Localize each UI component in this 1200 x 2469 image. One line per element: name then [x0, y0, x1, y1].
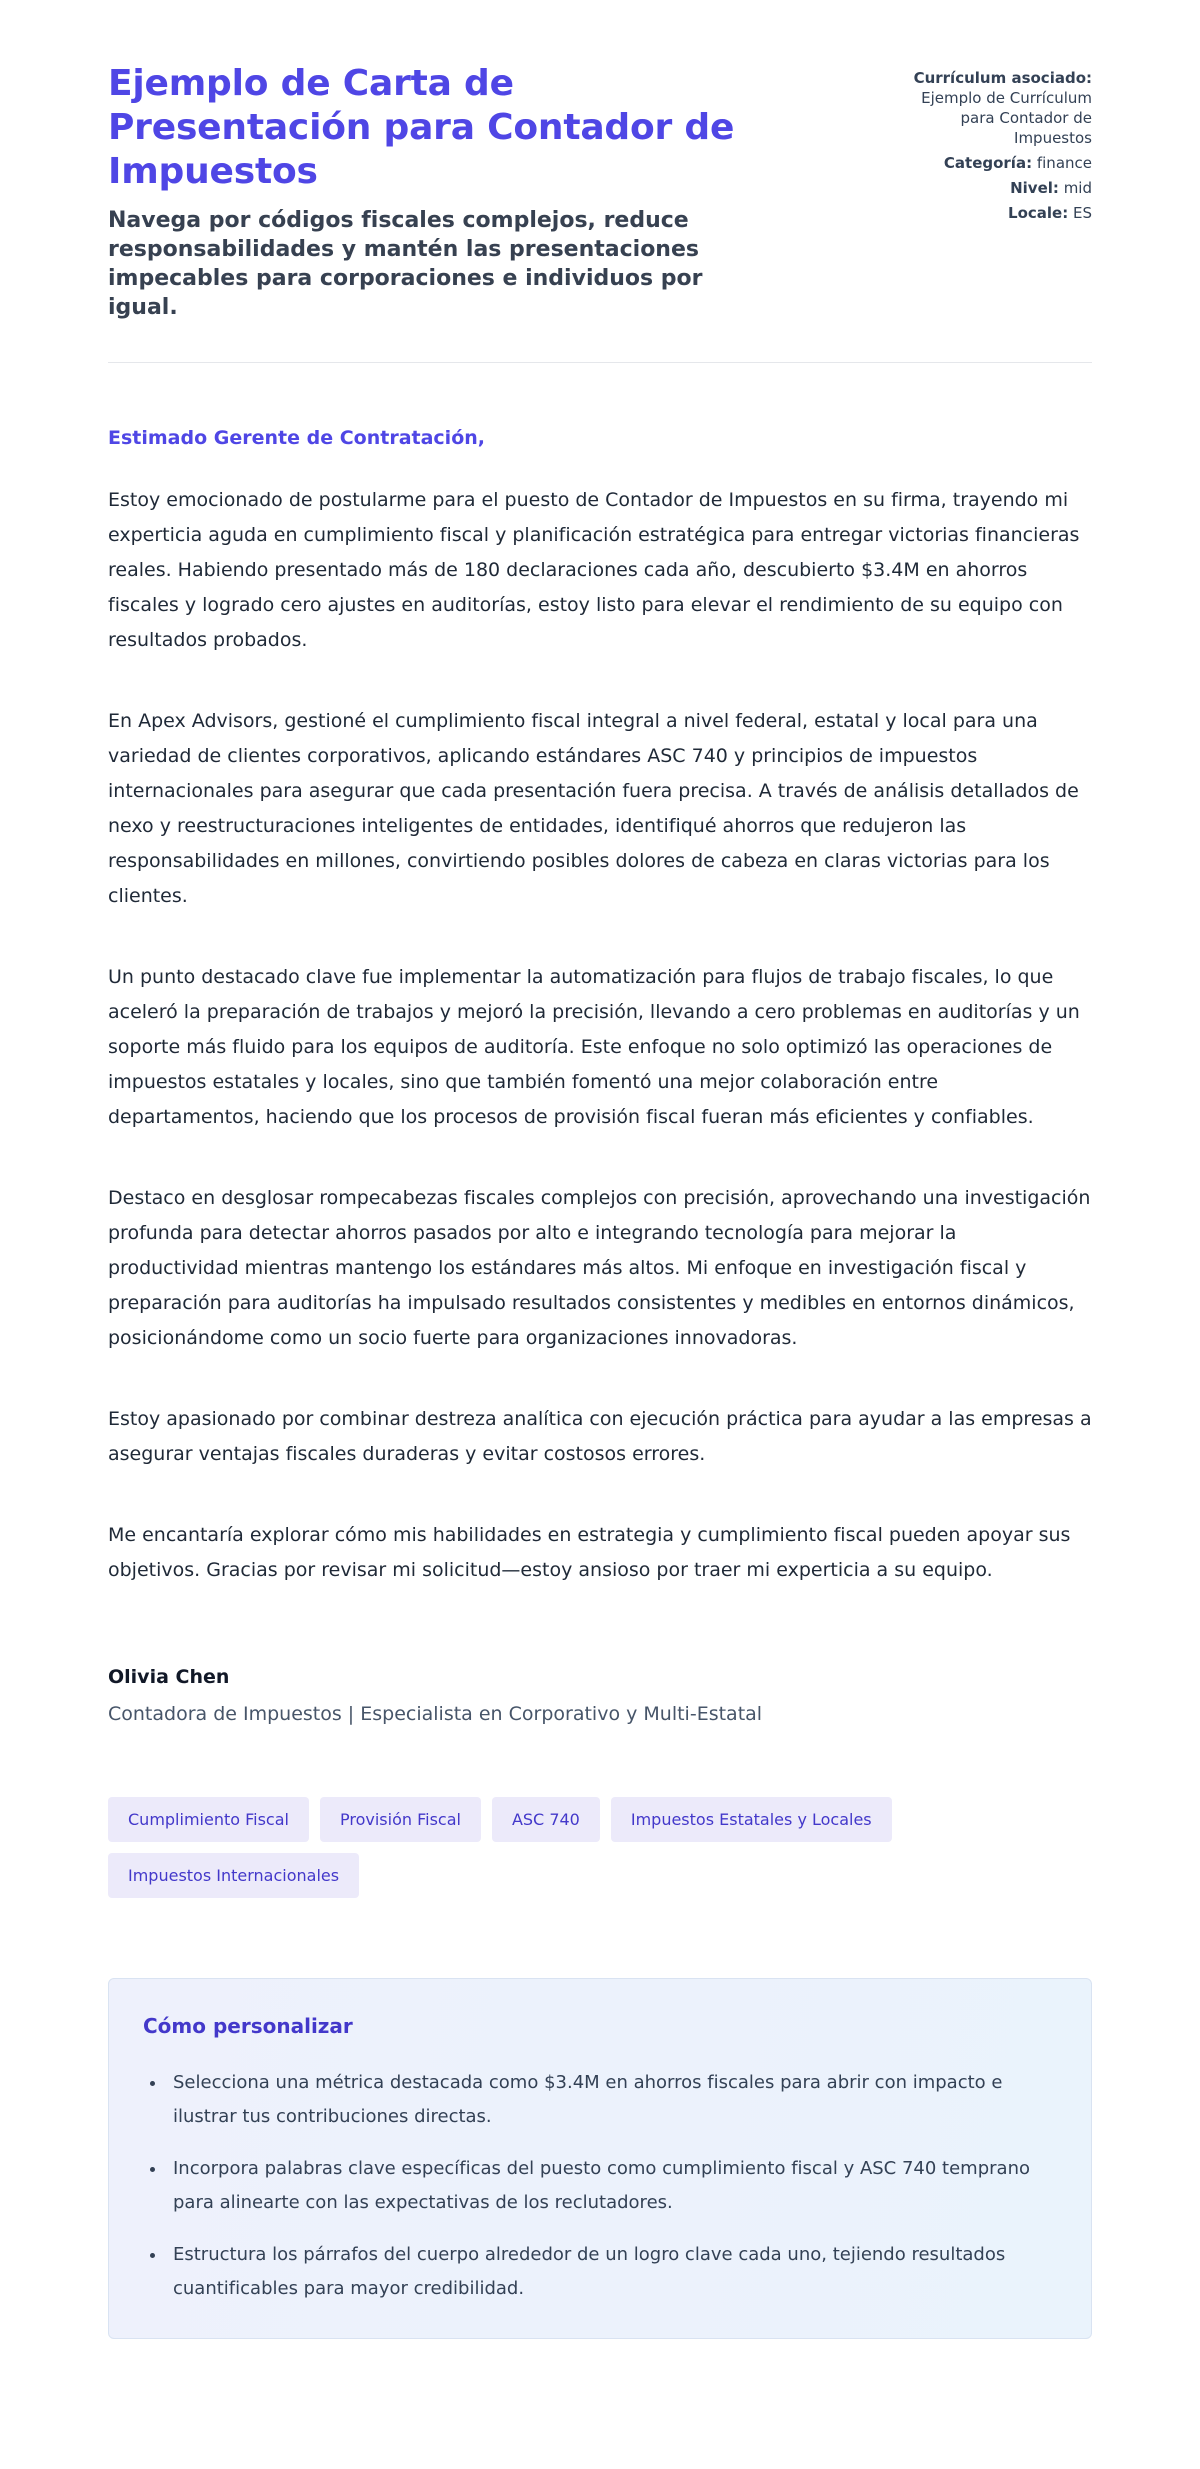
customize-tip: • Estructura los párrafos del cuerpo alrededor de un logro clave cada uno, tejiendo resultados cuantificables para mayor credibilidad.	[167, 2238, 1057, 2306]
cover-letter-body	[108, 427, 1092, 1725]
customize-callout	[108, 1978, 1092, 2339]
page-title: Ejemplo de Carta de Presentación para Contador de Impuestos	[108, 63, 735, 192]
letter-paragraph: Estoy emocionado de postularme para el puesto de Contador de Impuestos en su firma, trayendo mi experticia aguda en cumplimiento fiscal y planificación estratégica para entregar victorias financieras reales. Habiendo presentado más de 180 declaraciones cada año, descubierto $3.4M en ahorros fiscales y logrado cero ajustes en auditorías, estoy listo para elevar el rendimiento de su equipo con resultados probados.	[108, 489, 1080, 651]
customize-tip-list	[143, 2066, 1057, 2306]
signature-role: Contadora de Impuestos | Especialista en Corporativo y Multi-Estatal	[108, 1703, 763, 1725]
customize-title: Cómo personalizar	[143, 2014, 353, 2038]
meta-category-row	[810, 153, 1092, 173]
associated-resume-value: Ejemplo de Currículum para Contador de Impuestos	[921, 89, 1092, 147]
divider	[108, 362, 1092, 363]
greeting: Estimado Gerente de Contratación,	[108, 427, 485, 449]
page-subtitle: Navega por códigos fiscales complejos, reduce responsabilidades y mantén las presentaciones impecables para corporaciones e individuos por igual.	[108, 208, 703, 320]
letter-paragraph: Estoy apasionado por combinar destreza analítica con ejecución práctica para ayudar a las empresas a asegurar ventajas fiscales duraderas y evitar costosos errores.	[108, 1408, 1092, 1465]
meta-level-row	[810, 178, 1092, 198]
level-label: Nivel:	[1010, 179, 1059, 197]
signature-name: Olivia Chen	[108, 1666, 230, 1688]
skill-tag: Provisión Fiscal	[320, 1797, 481, 1842]
skill-tag: Impuestos Estatales y Locales	[611, 1797, 892, 1842]
letter-paragraph: Destaco en desglosar rompecabezas fiscales complejos con precisión, aprovechando una investigación profunda para detectar ahorros pasados por alto e integrando tecnología para mejorar la productividad mientras mantengo los estándares más altos. Mi enfoque en investigación fiscal y preparación para auditorías ha impulsado resultados consistentes y medibles en entornos dinámicos, posicionándome como un socio fuerte para organizaciones innovadoras.	[108, 1187, 1091, 1349]
skill-tags	[108, 1797, 1092, 1898]
customize-tip: • Incorpora palabras clave específicas del puesto como cumplimiento fiscal y ASC 740 temprano para alinearte con las expectativas de los reclutadores.	[167, 2152, 1057, 2220]
header-left	[108, 62, 758, 322]
customize-tip: • Selecciona una métrica destacada como $3.4M en ahorros fiscales para abrir con impacto e ilustrar tus contribuciones directas.	[167, 2066, 1057, 2134]
category-value: finance	[1036, 154, 1092, 172]
letter-paragraph: Me encantaría explorar cómo mis habilidades en estrategia y cumplimiento fiscal pueden apoyar sus objetivos. Gracias por revisar mi solicitud—estoy ansioso por traer mi experticia a su equipo.	[108, 1524, 1071, 1581]
letter-paragraph: Un punto destacado clave fue implementar la automatización para flujos de trabajo fiscales, lo que aceleró la preparación de trabajos y mejoró la precisión, llevando a cero problemas en auditorías y un soporte más fluido para los equipos de auditoría. Este enfoque no solo optimizó las operaciones de impuestos estatales y locales, sino que también fomentó una mejor colaboración entre departamentos, haciendo que los procesos de provisión fiscal fueran más eficientes y confiables.	[108, 966, 1080, 1128]
resume-meta-panel	[810, 62, 1092, 223]
locale-label: Locale:	[1008, 204, 1069, 222]
locale-value: ES	[1073, 204, 1092, 222]
content-container	[108, 0, 1092, 2413]
associated-resume-label: Currículum asociado:	[913, 69, 1092, 87]
category-label: Categoría:	[943, 154, 1033, 172]
meta-locale-row	[810, 203, 1092, 223]
level-value: mid	[1063, 179, 1092, 197]
skill-tag: Cumplimiento Fiscal	[108, 1797, 309, 1842]
letter-paragraph: En Apex Advisors, gestioné el cumplimiento fiscal integral a nivel federal, estatal y local para una variedad de clientes corporativos, aplicando estándares ASC 740 y principios de impuestos internacionales para asegurar que cada presentación fuera precisa. A través de análisis detallados de nexo y reestructuraciones inteligentes de entidades, identifiqué ahorros que redujeron las responsabilidades en millones, convirtiendo posibles dolores de cabeza en claras victorias para los clientes.	[108, 710, 1079, 907]
page-header	[108, 62, 1092, 322]
skill-tag: ASC 740	[492, 1797, 600, 1842]
skill-tag: Impuestos Internacionales	[108, 1853, 359, 1898]
